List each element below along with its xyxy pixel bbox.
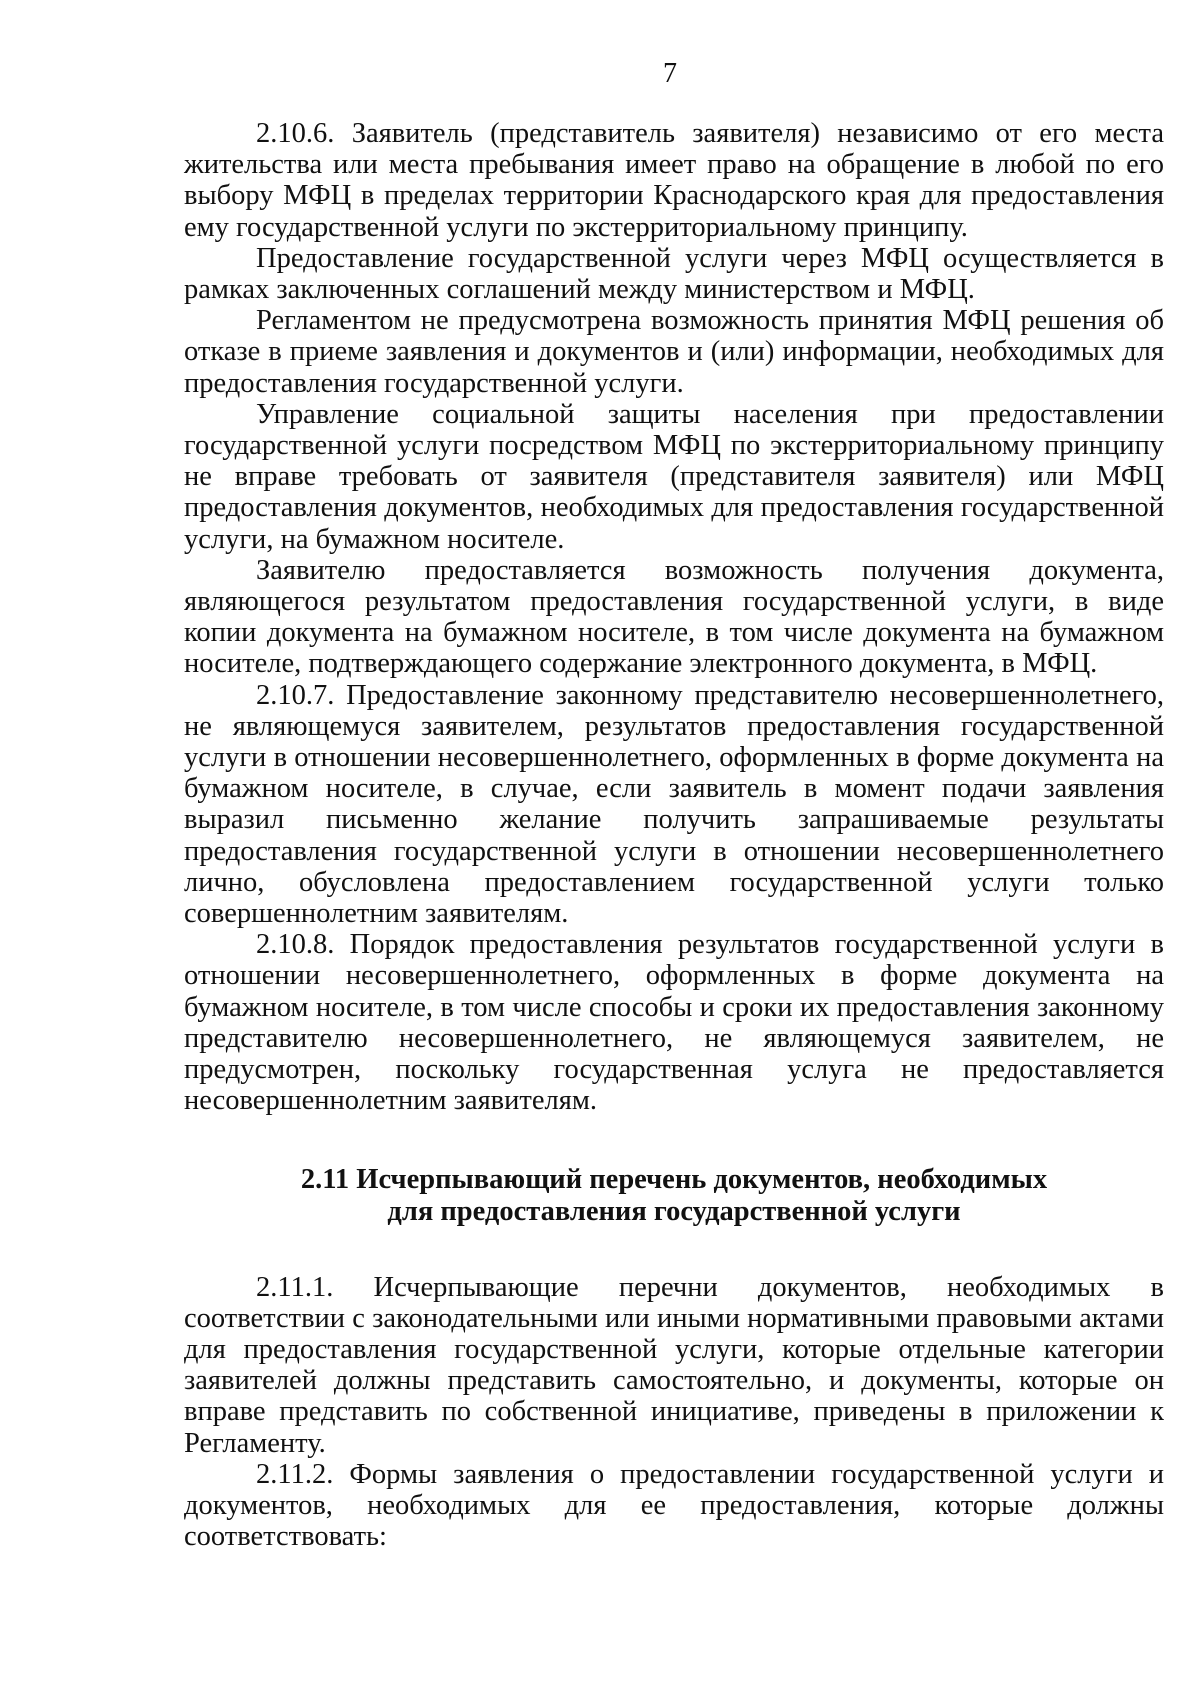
- paragraph-2-11-1: 2.11.1. Исчерпывающие перечни документов, необходимых в соответствии с законодательными или иными нормативными правовыми актами для предоставления государственной услуги, которые отдельные категории заявителей должны представить самостоятельно, и документы, которые он вправе представить по собственной инициативе, приведены в приложении к Регламенту.: [184, 1271, 1164, 1459]
- page-number: 7: [663, 58, 677, 89]
- paragraph-2-10-6: 2.10.6. Заявитель (представитель заявителя) независимо от его места жительства или места пребывания имеет право на обращение в любой по его выбору МФЦ в пределах территории Краснодарского края для предоставления ему государственной услуги по экстерриториальному принципу.: [184, 118, 1164, 243]
- section-heading-line-1: 2.11 Исчерпывающий перечень документов, необходимых: [300, 1163, 1048, 1195]
- paragraph-2-10-7: 2.10.7. Предоставление законному представителю несовершеннолетнего, не являющемуся заявителем, результатов предоставления государственной услуги в отношении несовершеннолетнего, оформленных в форме документа на бумажном носителе, в случае, если заявитель в момент подачи заявления выразил письменно желание получить запрашиваемые результаты предоставления государственной услуги в отношении несовершеннолетнего лично, обусловлена предоставлением государственной услуги только совершеннолетним заявителям.: [184, 679, 1164, 930]
- paragraph-social-protection: Управление социальной защиты населения при предоставлении государственной услуги посредством МФЦ по экстерриториальному принципу не вправе требовать от заявителя (представителя заявителя) или МФЦ предоставления документов, необходимых для предоставления государственной услуги, на бумажном носителе.: [184, 398, 1164, 555]
- section-heading-line-2: для предоставления государственной услуги: [387, 1195, 961, 1227]
- paragraph-mfc-agreements: Предоставление государственной услуги через МФЦ осуществляется в рамках заключенных соглашений между министерством и МФЦ.: [184, 242, 1164, 306]
- section-heading-2-11: [184, 1164, 1164, 1228]
- paragraph-2-10-8: 2.10.8. Порядок предоставления результатов государственной услуги в отношении несовершеннолетнего, оформленных в форме документа на бумажном носителе, в том числе способы и сроки их предоставления законному представителю несовершеннолетнего, не являющемуся заявителем, не предусмотрен, поскольку государственная услуга не предоставляется несовершеннолетним заявителям.: [184, 929, 1164, 1117]
- paragraph-2-11-2: 2.11.2. Формы заявления о предоставлении государственной услуги и документов, необходимых для ее предоставления, которые должны соответствовать:: [184, 1458, 1164, 1553]
- paragraph-no-refusal: Регламентом не предусмотрена возможность принятия МФЦ решения об отказе в приеме заявления и документов и (или) информации, необходимых для предоставления государственной услуги.: [184, 305, 1164, 399]
- document-body: [184, 118, 1164, 1552]
- paragraph-document-copy: Заявителю предоставляется возможность получения документа, являющегося результатом предоставления государственной услуги, в виде копии документа на бумажном носителе, в том числе документа на бумажном носителе, подтверждающего содержание электронного документа, в МФЦ.: [184, 554, 1164, 680]
